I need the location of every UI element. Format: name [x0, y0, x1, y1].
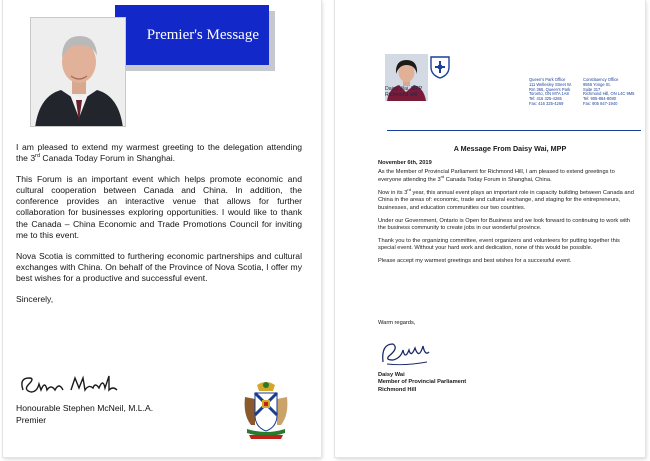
greeting-paragraph: As the Member of Provincial Parliament for Richmond Hill, I am pleased to extend greetings to everyone attending the 3rd Canada Today Forum in Shanghai, China.: [378, 169, 615, 183]
forum-paragraph: This Forum is an important event which helps promote economic and cultural cooperation between Canada and China. In addition, the conference provides an interactive venue that allows for further collaboration for businesses exploring opportunities. I would like to thank the Canada – China Economic and Trade Promotions Council for inviting me to this event.: [16, 174, 302, 240]
premier-signer-name: Honourable Stephen McNeil, M.L.A.: [16, 403, 154, 413]
mpp-letter-body: [378, 160, 635, 271]
address-line: Rm 365, Queen's Park: [529, 86, 571, 92]
address-line: Fax: 905 847-1940: [583, 100, 618, 106]
premier-portrait-photo: [30, 17, 126, 127]
greeting-paragraph: I am pleased to extend my warmest greeting to the delegation attending the 3rd Canada Today Forum in Shanghai.: [16, 142, 302, 164]
letter-date: November 6th, 2019: [378, 160, 432, 166]
address-line: 9555 Yonge St.: [583, 81, 611, 87]
mpp-signer-name: Daisy Wai: [378, 372, 405, 378]
address-line: Suite 317: [583, 86, 601, 92]
mpp-riding-label: Richmond Hill: [385, 92, 417, 99]
address-line: Toronto, ON M7A 1A8: [529, 91, 569, 97]
premier-signer-title: Premier: [16, 415, 47, 426]
ontario-trillium-logo-icon: [427, 53, 453, 84]
header-divider: [387, 130, 641, 131]
address-line: Tel: 416 325-4265: [529, 96, 562, 102]
address-line: 111 Wellesley Street W.: [529, 81, 572, 87]
premier-signer-block: [16, 402, 153, 426]
mpp-signer-role: Member of Provincial Parliament: [378, 379, 467, 386]
ontario-paragraph: Under our Government, Ontario is Open for Business and we look forward to continuing to work with the business community to create jobs in our wonderful province.: [378, 217, 630, 232]
address-line: Queen's Park Office: [529, 77, 566, 82]
capacity-paragraph: Now in its 3rd year, this annual event plays an important role in capacity building between Canada and China in the areas of: economic, trade and cultural exchange, and staging for the entrepreneurs, businesses, and education communities our two countries.: [378, 186, 634, 211]
premier-letter: [3, 0, 321, 457]
nova-scotia-paragraph: Nova Scotia is committed to furthering economic partnerships and cultural exchanges with China. On behalf of the Province of Nova Scotia, I offer my best wishes for a productive and successful event.: [16, 250, 302, 283]
queens-park-office-address: [529, 78, 572, 107]
mpp-signature: [379, 338, 435, 373]
mpp-letter: [335, 0, 645, 457]
wishes-paragraph: Please accept my warmest greetings and best wishes for a successful event.: [378, 258, 572, 265]
mpp-closing: Warm regards,: [378, 320, 416, 326]
mpp-signer-block: [378, 372, 466, 394]
mpp-name-label: Daisy Wai, MPP: [385, 86, 423, 92]
premier-letter-body: [16, 142, 302, 315]
mpp-header-name: [385, 86, 422, 98]
address-line: Tel: 905-884-8080: [583, 96, 617, 102]
closing-text: Sincerely,: [16, 294, 54, 305]
address-line: Constituency Office: [583, 77, 619, 82]
thanks-paragraph: Thank you to the organizing committee, event organizers and volunteers for putting together this special event. Without your hard work and dedication, none of this would be possible.: [378, 238, 620, 252]
nova-scotia-coat-of-arms-icon: [241, 379, 291, 446]
mpp-message-title: A Message From Daisy Wai, MPP: [453, 144, 567, 153]
premier-signature: [17, 370, 137, 403]
address-line: Fax: 416 325-4269: [529, 100, 564, 106]
premier-message-banner: Premier's Message: [115, 5, 269, 65]
address-line: Richmond Hill, ON L4C 9M5: [583, 91, 635, 97]
mpp-signer-riding: Richmond Hill: [378, 386, 417, 393]
constituency-office-address: [583, 78, 634, 107]
